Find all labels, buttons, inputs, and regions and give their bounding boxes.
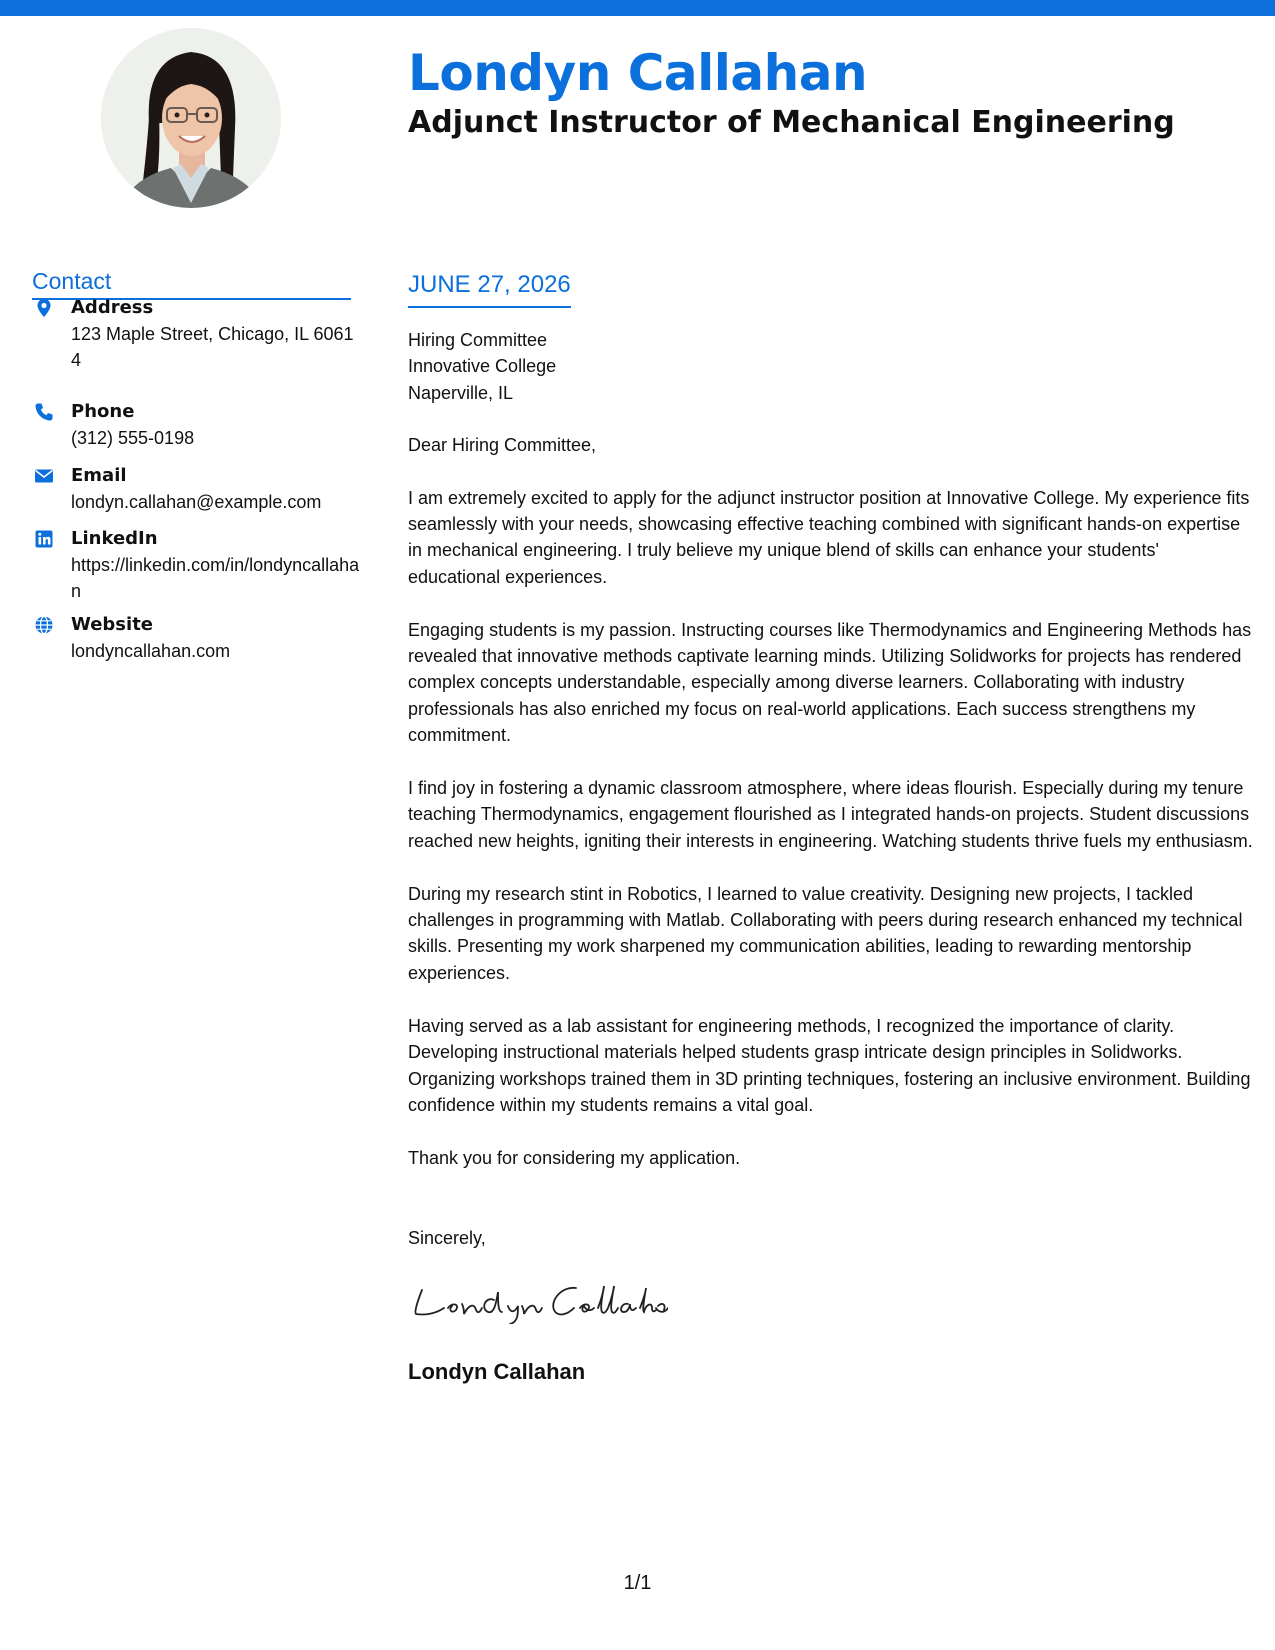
contact-heading: Contact <box>32 266 351 300</box>
contact-label: Address <box>71 297 154 318</box>
phone-icon <box>34 402 54 422</box>
linkedin-icon <box>34 529 54 549</box>
globe-icon <box>34 615 54 635</box>
letter-paragraph: Having served as a lab assistant for engineering methods, I recognized the importance of clarity. Developing instructional materials helped students grasp intricate design principles in Solidworks. Organizing workshops trained them in 3D printing techniques, fostering an inclusive environment. Building confidence within my students remains a vital goal. <box>408 1015 1251 1115</box>
letter-paragraph: I am extremely excited to apply for the adjunct instructor position at Innovative College. My experience fits seamlessly with your needs, showcasing effective teaching combined with significant hands-on expertise in mechanical engineering. I truly believe my unique blend of skills can enhance your students' educational experiences. <box>408 487 1250 587</box>
top-accent-bar <box>0 0 1275 16</box>
closing: Sincerely, <box>408 1228 486 1249</box>
map-pin-icon <box>34 298 54 318</box>
letter-paragraph: Engaging students is my passion. Instructing courses like Thermodynamics and Engineering Methods has revealed that innovative methods captivate learning minds. Utilizing Solidworks for projects has rendered complex concepts understandable, especially among diverse learners. Collaborating with industry professionals has also enriched my focus on real-world applications. Each success strengthens my commitment. <box>408 619 1252 746</box>
recipient-block <box>408 327 1253 406</box>
recipient-line: Naperville, IL <box>408 382 514 403</box>
recipient-line: Innovative College <box>408 356 557 377</box>
contact-value[interactable]: https://linkedin.com/in/londyncallahan <box>71 555 360 601</box>
salutation: Dear Hiring Committee, <box>408 435 597 456</box>
letter-paragraph: During my research stint in Robotics, I learned to value creativity. Designing new projects, I tackled challenges in programming with Matlab. Collaborating with peers during research enhanced my technical skills. Presenting my work sharpened my communication abilities, leading to rewarding mentorship experiences. <box>408 883 1243 983</box>
handwritten-signature <box>408 1278 668 1324</box>
letter-date: JUNE 27, 2026 <box>408 270 571 308</box>
contact-label: Email <box>71 465 127 486</box>
signer-name: Londyn Callahan <box>408 1358 586 1384</box>
recipient-line: Hiring Committee <box>408 330 548 350</box>
letter-body <box>408 327 1253 1386</box>
contact-value[interactable]: londyncallahan.com <box>71 641 231 661</box>
contact-value: (312) 555-0198 <box>71 428 195 448</box>
applicant-name: Londyn Callahan <box>408 44 868 102</box>
contact-value: londyn.callahan@example.com <box>71 492 322 512</box>
email-icon <box>34 466 54 486</box>
contact-label: Website <box>71 614 154 635</box>
page-number: 1/1 <box>623 1572 652 1594</box>
contact-label: Phone <box>71 401 135 422</box>
letter-paragraph: I find joy in fostering a dynamic classroom atmosphere, where ideas flourish. Especially during my tenure teaching Thermodynamics, engagement flourished as I integrated hands-on projects. Student discussions reached new heights, igniting their interests in engineering. Watching students thrive fuels my enthusiasm. <box>408 778 1253 851</box>
job-title: Adjunct Instructor of Mechanical Engineering <box>408 105 1175 140</box>
contact-value: 123 Maple Street, Chicago, IL 60614 <box>71 324 354 370</box>
profile-photo <box>101 28 281 208</box>
thanks-line: Thank you for considering my application. <box>408 1147 741 1168</box>
contact-label: LinkedIn <box>71 528 158 549</box>
